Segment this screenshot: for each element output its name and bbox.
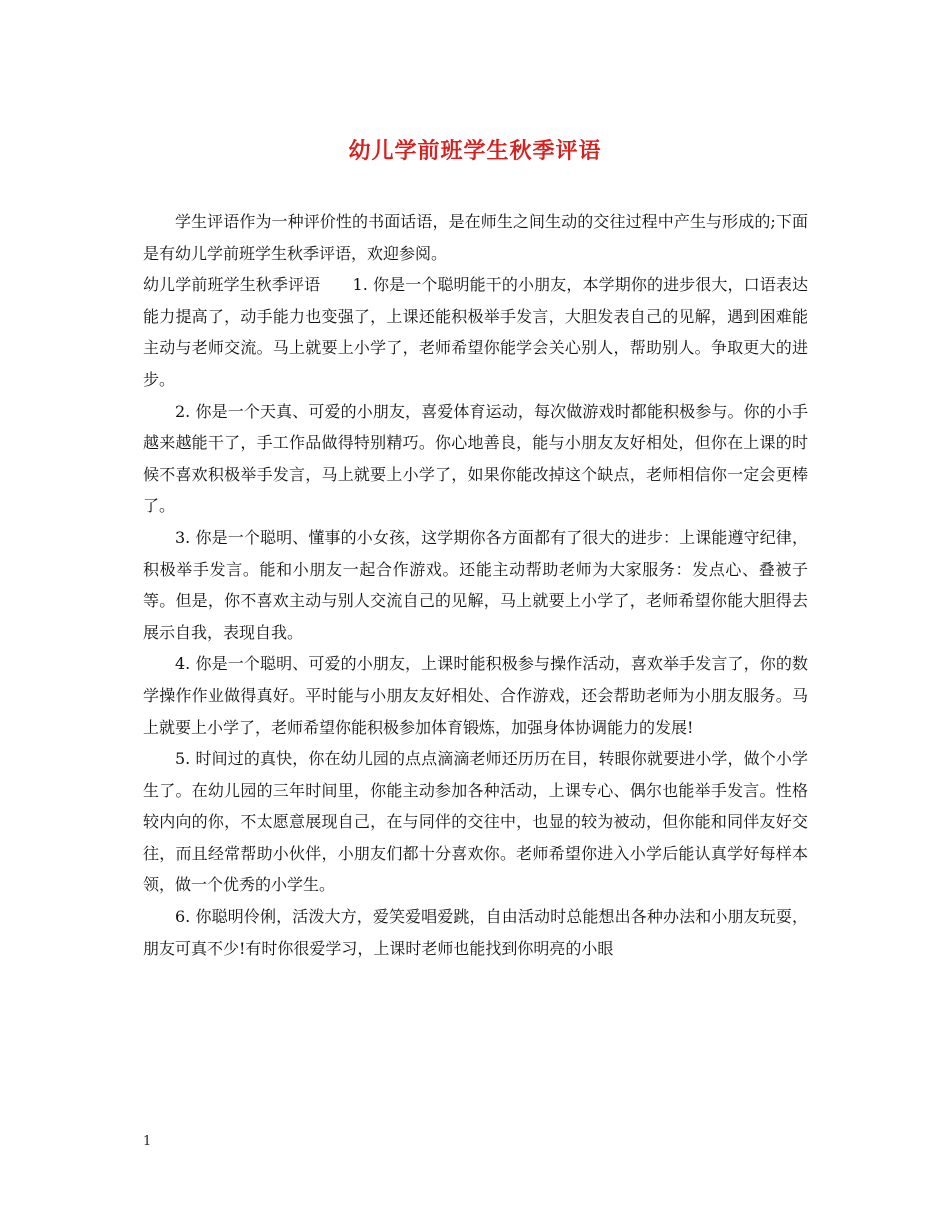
document-title: 幼儿学前班学生秋季评语 (348, 138, 602, 164)
comment-paragraph-3: 3. 你是一个聪明、懂事的小女孩，这学期你各方面都有了很大的进步：上课能遵守纪律，积极举手发言。能和小朋友一起合作游戏。还能主动帮助老师为大家服务：发点心、叠被子等。但是，你不喜欢主动与别人交流自己的见解，马上就要上小学了，老师希望你能大胆得去展示自我，表现自我。 (143, 527, 808, 642)
intro-paragraph: 学生评语作为一种评价性的书面话语，是在师生之间生动的交往过程中产生与形成的;下面是有幼儿学前班学生秋季评语，欢迎参阅。 (143, 212, 808, 263)
comment-paragraph-5: 5. 时间过的真快，你在幼儿园的点点滴滴老师还历历在目，转眼你就要进小学，做个小学生了。在幼儿园的三年时间里，你能主动参加各种活动，上课专心、偶尔也能举手发言。性格较内向的你，不太愿意展现自己，在与同伴的交往中，也显的较为被动，但你能和同伴友好交往，而且经常帮助小伙伴，小朋友们都十分喜欢你。老师希望你进入小学后能认真学好每样本领，做一个优秀的小学生。 (143, 749, 808, 895)
page-number: 1 (143, 1134, 152, 1149)
comment-paragraph-4: 4. 你是一个聪明、可爱的小朋友，上课时能积极参与操作活动，喜欢举手发言了，你的数学操作作业做得真好。平时能与小朋友友好相处、合作游戏，还会帮助老师为小朋友服务。马上就要上小学了，老师希望你能积极参加体育锻炼，加强身体协调能力的发展! (143, 654, 808, 737)
comment-paragraph-2: 2. 你是一个天真、可爱的小朋友，喜爱体育运动，每次做游戏时都能积极参与。你的小手越来越能干了，手工作品做得特别精巧。你心地善良，能与小朋友友好相处，但你在上课的时候不喜欢积极举手发言，马上就要上小学了，如果你能改掉这个缺点，老师相信你一定会更棒了。 (143, 401, 808, 516)
comment-paragraph-6: 6. 你聪明伶俐，活泼大方，爱笑爱唱爱跳，自由活动时总能想出各种办法和小朋友玩耍，朋友可真不少!有时你很爱学习，上课时老师也能找到你明亮的小眼 (143, 907, 808, 958)
comment-paragraph-1: 幼儿学前班学生秋季评语 1. 你是一个聪明能干的小朋友，本学期你的进步很大，口语表达能力提高了，动手能力也变强了，上课还能积极举手发言，大胆发表自己的见解，遇到困难能主动与老师交流。马上就要上小学了，老师希望你能学会关心别人，帮助别人。争取更大的进步。 (143, 275, 808, 389)
document-body (143, 206, 808, 964)
